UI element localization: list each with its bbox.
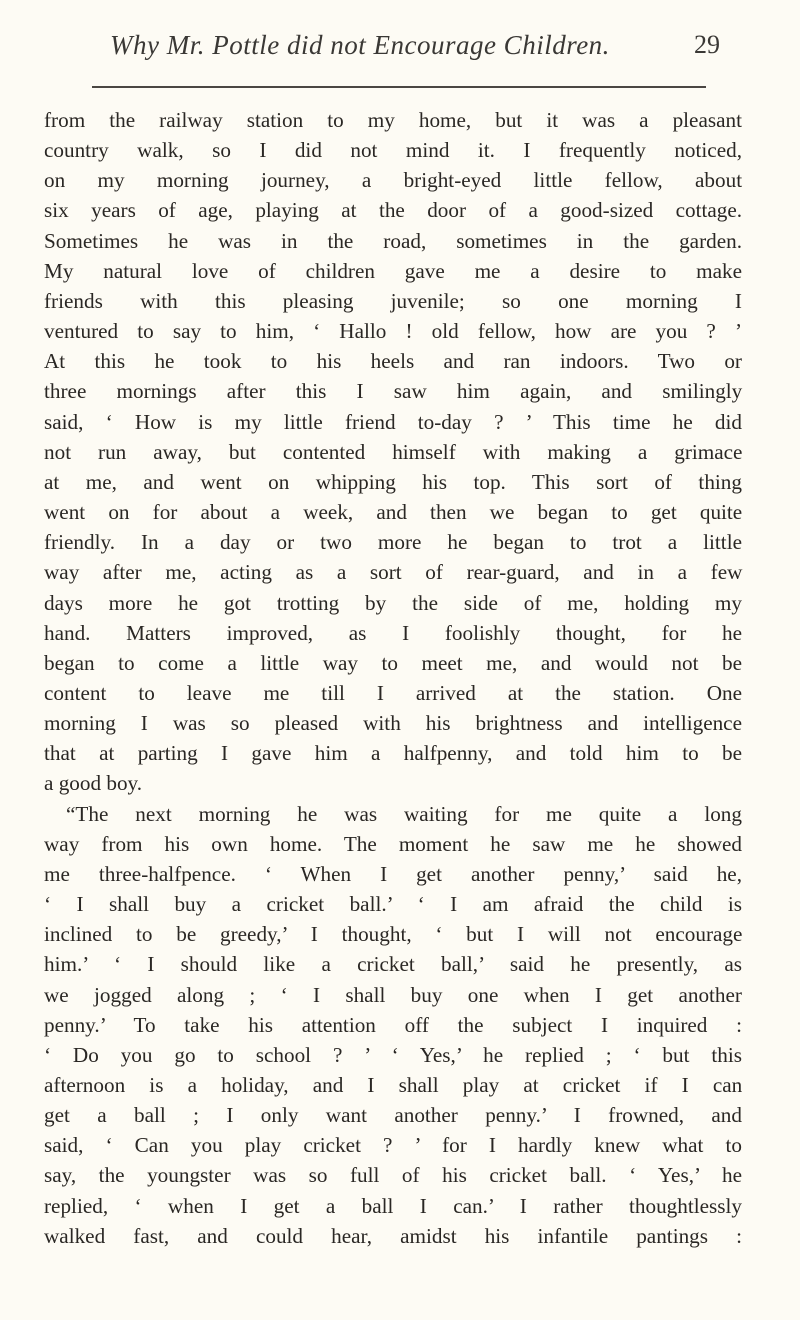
text-line: that at parting I gave him a halfpenny, and told him to be: [44, 741, 742, 766]
body-text: [44, 105, 742, 1251]
page-number: 29: [694, 30, 720, 59]
running-title: Why Mr. Pottle did not Encourage Children.: [110, 30, 610, 60]
text-line: replied, ‘ when I get a ball I can.’ I rather thoughtlessly: [44, 1193, 742, 1218]
text-line: afternoon is a holiday, and I shall play at cricket if I can: [44, 1073, 743, 1097]
text-line: “The next morning he was waiting for me quite a long: [66, 801, 742, 826]
paragraph-1: [44, 105, 742, 799]
text-line: said, ‘ Can you play cricket ? ’ for I hardly knew what to: [44, 1133, 742, 1158]
text-line: inclined to be greedy,’ I thought, ‘ but I will not encourage: [44, 922, 743, 947]
text-line: six years of age, playing at the door of a good-sized cottage.: [44, 198, 743, 223]
text-line: friendly. In a day or two more he began to trot a little: [44, 530, 742, 555]
text-line: at me, and went on whipping his top. This sort of thing: [44, 469, 742, 494]
text-line: content to leave me till I arrived at the station. One: [44, 680, 742, 705]
paragraph-2: [44, 799, 742, 1251]
text-line: get a ball ; I only want another penny.’ I frowned, and: [44, 1103, 742, 1128]
text-line: way after me, acting as a sort of rear-guard, and in a few: [44, 560, 743, 585]
text-line: we jogged along ; ‘ I shall buy one when I get another: [44, 982, 742, 1007]
text-line: ventured to say to him, ‘ Hallo ! old fellow, how are you ? ’: [44, 319, 742, 344]
text-line: way from his own home. The moment he saw me he showed: [44, 831, 742, 856]
header-rule: [92, 86, 706, 88]
text-line: a good boy.: [44, 771, 143, 796]
text-line: At this he took to his heels and ran indoors. Two or: [44, 349, 742, 374]
text-line: morning I was so pleased with his brightness and intelligence: [44, 711, 742, 736]
text-line: ‘ I shall buy a cricket ball.’ ‘ I am afraid the child is: [44, 892, 742, 917]
text-line: went on for about a week, and then we began to get quite: [44, 500, 743, 525]
text-line: My natural love of children gave me a desire to make: [44, 258, 743, 283]
text-line: say, the youngster was so full of his cricket ball. ‘ Yes,’ he: [44, 1163, 742, 1188]
text-line: said, ‘ How is my little friend to-day ? ’ This time he did: [44, 409, 742, 434]
text-line: on my morning journey, a bright-eyed little fellow, about: [44, 168, 743, 193]
text-line: walked fast, and could hear, amidst his infantile pantings :: [44, 1223, 742, 1248]
text-line: from the railway station to my home, but it was a pleasant: [44, 108, 742, 132]
text-line: Sometimes he was in the road, sometimes in the garden.: [44, 228, 743, 253]
text-line: hand. Matters improved, as I foolishly thought, for he: [44, 620, 742, 645]
text-line: him.’ ‘ I should like a cricket ball,’ said he presently, as: [44, 952, 742, 977]
text-line: penny.’ To take his attention off the subject I inquired :: [44, 1012, 742, 1037]
text-line: not run away, but contented himself with making a grimace: [44, 439, 743, 464]
text-line: me three-halfpence. ‘ When I get another penny,’ said he,: [44, 861, 742, 886]
text-line: began to come a little way to meet me, and would not be: [44, 650, 742, 675]
text-line: days more he got trotting by the side of me, holding my: [44, 590, 742, 615]
text-line: country walk, so I did not mind it. I frequently noticed,: [44, 138, 742, 163]
text-line: ‘ Do you go to school ? ’ ‘ Yes,’ he replied ; ‘ but this: [44, 1042, 742, 1067]
text-line: friends with this pleasing juvenile; so one morning I: [44, 288, 742, 313]
text-line: three mornings after this I saw him again, and smilingly: [44, 379, 743, 404]
running-head: [0, 18, 800, 62]
